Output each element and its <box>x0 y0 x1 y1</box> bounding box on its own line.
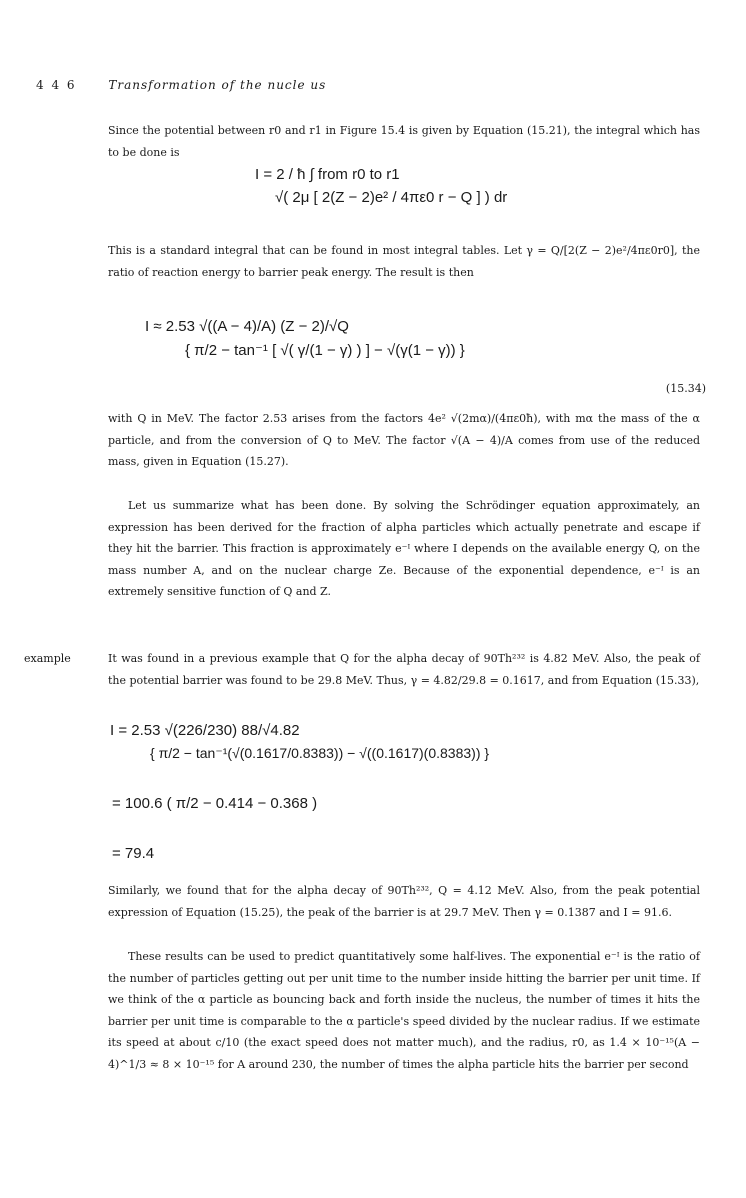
equation-step-3: = 79.4 <box>112 845 155 862</box>
page-number: 4 4 6 <box>36 78 77 92</box>
equation-number: (15.34) <box>665 382 706 395</box>
example-label: example <box>24 652 71 665</box>
paragraph-5 <box>108 648 700 691</box>
running-title: Transformation of the nucle us <box>108 78 327 92</box>
equation-integral-lhs: I = <box>255 166 273 183</box>
paragraph-1-text: Since the potential between r0 and r1 in Figure 15.4 is given by Equation (15.21), the integral which has to be done is <box>108 124 700 159</box>
paragraph-4 <box>108 495 700 603</box>
paragraph-6 <box>108 880 700 923</box>
paragraph-3-text: with Q in MeV. The factor 2.53 arises from the factors 4e² √(2mα)/(4πε0ħ), with mα the mass of the α particle, and from the conversion of Q to MeV. The factor √(A − 4)/A comes from use of the reduced mass, given in Equation (15.27). <box>108 412 700 468</box>
equation-result-term1: √((A − 4)/A) <box>199 318 277 335</box>
paragraph-2-text: This is a standard integral that can be found in most integral tables. Let γ = Q/[2(Z − 2)e²/4πε0r0], the ratio of reaction energy to barrier peak energy. The result is then <box>108 244 700 279</box>
paragraph-1 <box>108 120 700 163</box>
equation-integral <box>255 166 507 206</box>
equation-integral-coef: 2 / ħ <box>276 166 306 183</box>
paragraph-3 <box>108 408 700 473</box>
paragraph-6-text: Similarly, we found that for the alpha decay of 90Th²³², Q = 4.12 MeV. Also, from the peak potential expression of Equation (15.25), the peak of the barrier is at 29.7 MeV. Then γ = 0.1387 and I = 91.6. <box>108 884 700 919</box>
paragraph-4-text: Let us summarize what has been done. By solving the Schrödinger equation approximately, an expression has been derived for the fraction of alpha particles which actually penetrate and escape if they hit the barrier. This fraction is approximately e⁻ᴵ where I depends on the available energy Q, on the mass number A, and on the nuclear charge Ze. Because of the exponential dependence, e⁻ᴵ is an extremely sensitive function of Q and Z. <box>108 499 700 598</box>
equation-result-brace: { π/2 − tan⁻¹ [ √( γ/(1 − γ) ) ] − √(γ(1 − γ)) } <box>185 342 465 359</box>
equation-example-term1: √(226/230) <box>164 722 238 739</box>
equation-result-term2: (Z − 2)/√Q <box>280 318 349 335</box>
paragraph-7 <box>108 946 700 1075</box>
equation-example-brace: { π/2 − tan⁻¹(√(0.1617/0.8383)) − √((0.1617)(0.8383)) } <box>150 745 490 761</box>
equation-example-term2: 88/√4.82 <box>241 722 300 739</box>
equation-example-lhs: I = 2.53 <box>110 722 161 739</box>
equation-result-lhs: I ≈ 2.53 <box>145 318 195 335</box>
equation-step-2: = 100.6 ( π/2 − 0.414 − 0.368 ) <box>112 795 318 812</box>
equation-result <box>145 318 705 359</box>
page-header <box>36 78 326 92</box>
equation-example <box>110 722 710 762</box>
paragraph-5-text: It was found in a previous example that Q for the alpha decay of 90Th²³² is 4.82 MeV. Also, the peak of the potential barrier was found to be 29.8 MeV. Thus, γ = 4.82/29.8 = 0.1617, and from Equation (15.33), <box>108 652 700 687</box>
equation-integral-sign: ∫ from r0 to r1 <box>309 166 400 183</box>
paragraph-2 <box>108 240 700 283</box>
equation-integral-body: √( 2μ [ 2(Z − 2)e² / 4πε0 r − Q ] ) dr <box>275 189 508 206</box>
paragraph-7-text: These results can be used to predict quantitatively some half-lives. The exponential e⁻ᴵ is the ratio of the number of particles getting out per unit time to the number inside hitting the barrier per unit time. If we think of the α particle as bouncing back and forth inside the nucleus, the number of times it hits the barrier per unit time is comparable to the α particle's speed divided by the nuclear radius. If we estimate its speed at about c/10 (the exact speed does not matter much), and the radius, r0, as 1.4 × 10⁻¹⁵(A − 4)^1/3 ≈ 8 × 10⁻¹⁵ for A around 230, the number of times the alpha particle hits the barrier per second <box>108 950 700 1071</box>
